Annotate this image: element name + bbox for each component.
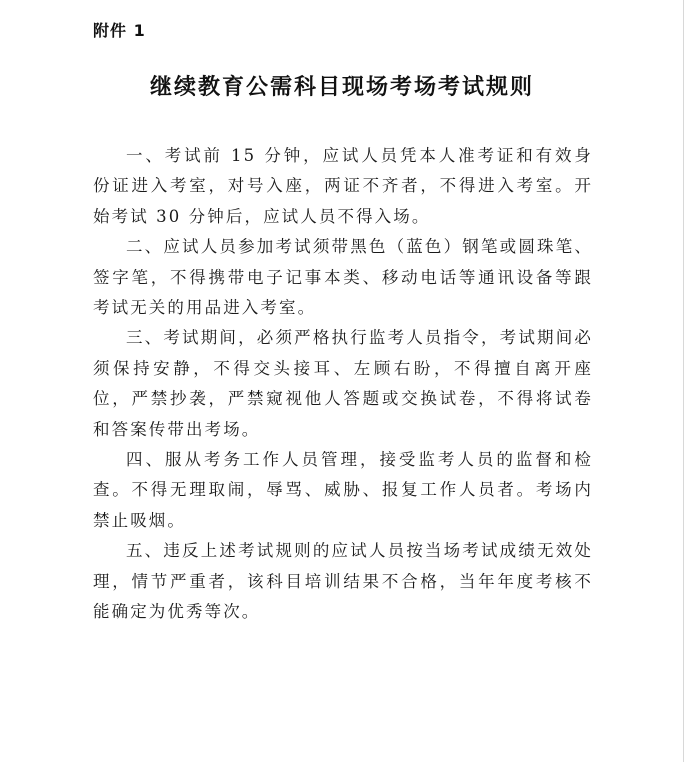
attachment-label: 附件 1 — [93, 21, 146, 40]
document-body — [93, 141, 593, 628]
document-title: 继续教育公需科目现场考场考试规则 — [149, 75, 534, 100]
rule-paragraph-2: 二、应试人员参加考试须带黑色（蓝色）钢笔或圆珠笔、签字笔，不得携带电子记事本类、移动电话等通讯设备等跟考试无关的用品进入考室。 — [93, 237, 593, 318]
rule-paragraph-3: 三、考试期间，必须严格执行监考人员指令，考试期间必须保持安静，不得交头接耳、左顾右盼，不得擅自离开座位，严禁抄袭，严禁窥视他人答题或交换试卷，不得将试卷和答案传带出考场。 — [93, 328, 593, 439]
rule-paragraph-4: 四、服从考务工作人员管理，接受监考人员的监督和检查。不得无理取闹，辱骂、威胁、报复工作人员者。考场内禁止吸烟。 — [93, 450, 593, 530]
rule-paragraph-5: 五、违反上述考试规则的应试人员按当场考试成绩无效处理，情节严重者，该科目培训结果不合格，当年年度考核不能确定为优秀等次。 — [93, 541, 593, 622]
rule-paragraph-1: 一、考试前 15 分钟，应试人员凭本人准考证和有效身份证进入考室，对号入座，两证不齐者，不得进入考室。开始考试 30 分钟后，应试人员不得入场。 — [93, 146, 593, 226]
